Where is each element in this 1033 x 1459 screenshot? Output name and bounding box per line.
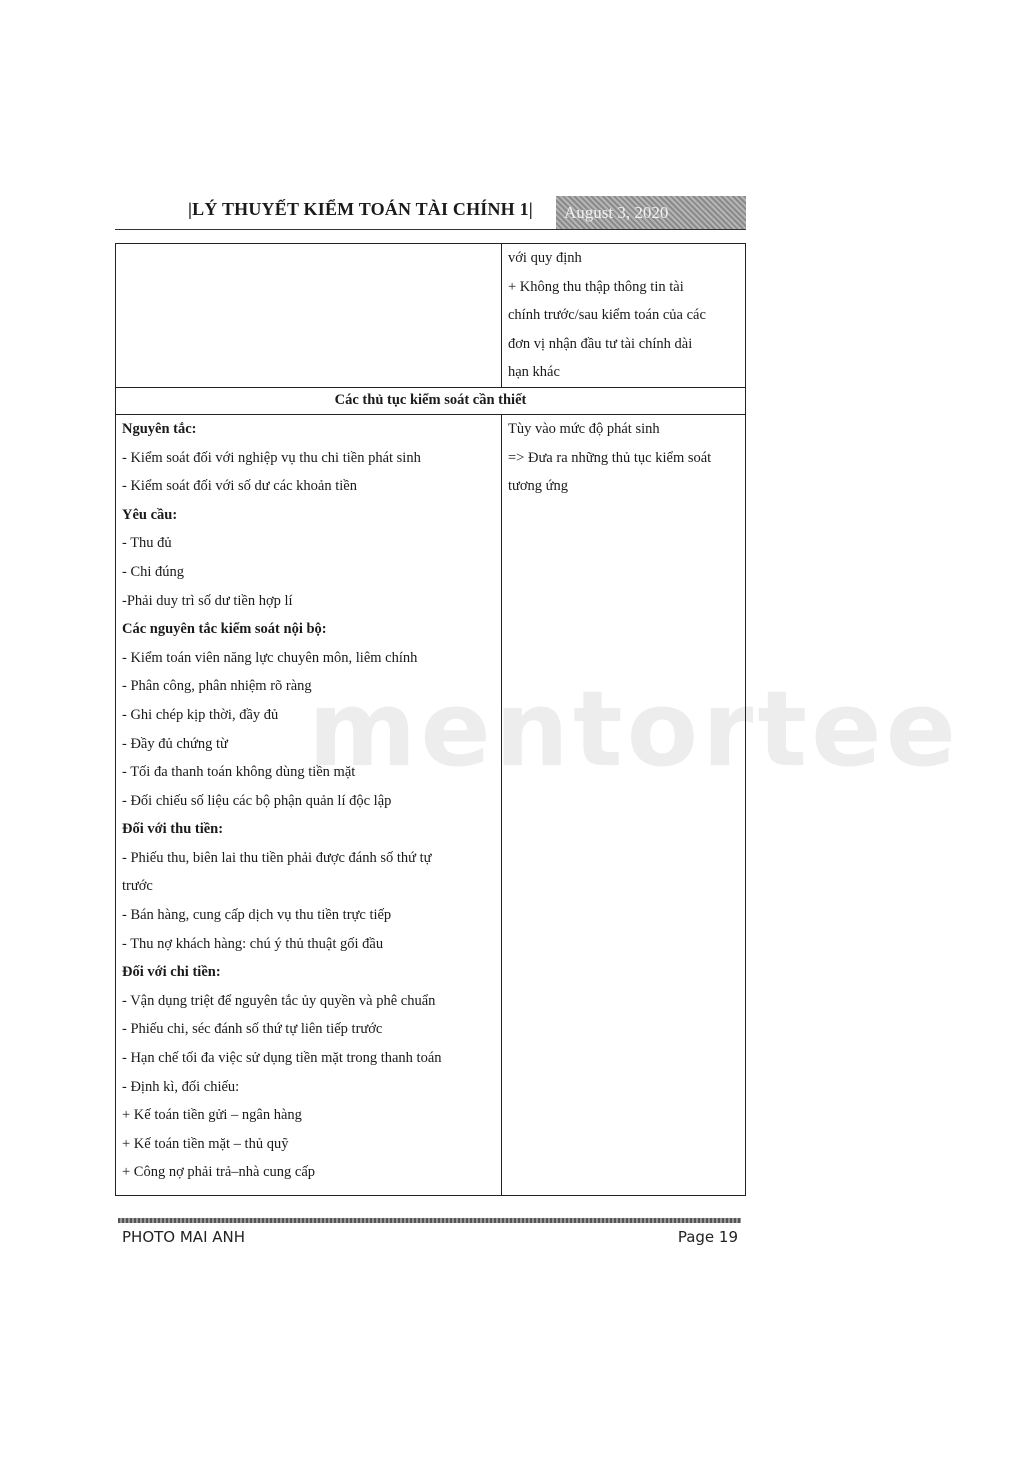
text-line: tương ứng <box>508 478 569 495</box>
text-line: - Định kì, đối chiếu: <box>122 1078 240 1095</box>
text-line: trước <box>122 878 153 895</box>
text-line: - Tối đa thanh toán không dùng tiền mặt <box>122 764 356 781</box>
text-line: - Bán hàng, cung cấp dịch vụ thu tiền trực tiếp <box>122 907 392 924</box>
content-table <box>115 243 746 1196</box>
table-cell-top-left <box>116 244 502 388</box>
text-line: hạn khác <box>508 364 560 381</box>
page-number: Page 19 <box>677 1228 738 1246</box>
text-line: - Đối chiếu số liệu các bộ phận quản lí độc lập <box>122 792 392 809</box>
text-line: + Kế toán tiền gửi – ngân hàng <box>122 1107 302 1124</box>
text-line: Yêu cầu: <box>122 506 178 523</box>
text-line: - Kiểm toán viên năng lực chuyên môn, liêm chính <box>122 649 418 666</box>
section-title: Các thủ tục kiểm soát cần thiết <box>116 387 746 414</box>
text-line: Nguyên tắc: <box>122 420 197 437</box>
text-line: - Phân công, phân nhiệm rõ ràng <box>122 678 312 695</box>
text-line: -Phải duy trì số dư tiền hợp lí <box>122 592 293 609</box>
text-line: - Đầy đủ chứng từ <box>122 735 228 752</box>
text-line: - Vận dụng triệt để nguyên tắc ủy quyền và phê chuẩn <box>122 992 436 1009</box>
header-divider <box>115 229 746 230</box>
text-line: - Ghi chép kịp thời, đầy đủ <box>122 706 279 723</box>
text-line: - Hạn chế tối đa việc sử dụng tiền mặt trong thanh toán <box>122 1050 442 1067</box>
text-line: - Thu nợ khách hàng: chú ý thủ thuật gối đầu <box>122 935 384 952</box>
table-row <box>116 387 746 414</box>
text-line: Các nguyên tắc kiểm soát nội bộ: <box>122 621 327 638</box>
text-line: + Không thu thập thông tin tài <box>508 278 684 295</box>
table-cell-top-right <box>502 244 746 388</box>
text-line: - Phiếu thu, biên lai thu tiền phải được đánh số thứ tự <box>122 849 432 866</box>
text-line: - Thu đủ <box>122 535 172 552</box>
text-line: với quy định <box>508 250 582 266</box>
text-line: + Công nợ phải trả–nhà cung cấp <box>122 1164 316 1181</box>
text-line: - Kiểm soát đối với nghiệp vụ thu chi tiền phát sinh <box>122 449 421 466</box>
text-line: - Chi đúng <box>122 563 185 580</box>
text-line: đơn vị nhận đầu tư tài chính dài <box>508 335 693 352</box>
watermark: mentortee <box>308 668 961 790</box>
text-line: - Phiếu chi, séc đánh số thứ tự liên tiếp trước <box>122 1021 383 1038</box>
header-title: |LÝ THUYẾT KIỂM TOÁN TÀI CHÍNH 1| <box>188 199 533 219</box>
footer-publisher: PHOTO MAI ANH <box>122 1228 246 1246</box>
table-cell-left <box>116 414 502 1195</box>
text-line: => Đưa ra những thủ tục kiểm soát <box>508 449 712 466</box>
text-line: Đối với thu tiền: <box>122 821 224 838</box>
header-date: August 3, 2020 <box>556 196 746 230</box>
text-line: Đối với chi tiền: <box>122 964 221 981</box>
table-row <box>116 244 746 388</box>
text-line: + Kế toán tiền mặt – thủ quỹ <box>122 1135 289 1152</box>
text-line: chính trước/sau kiểm toán của các <box>508 307 706 324</box>
text-line: - Kiểm soát đối với số dư các khoản tiền <box>122 478 357 495</box>
table-cell-right <box>502 414 746 1195</box>
footer-divider <box>118 1218 741 1223</box>
table-row <box>116 414 746 1195</box>
text-line: Tùy vào mức độ phát sinh <box>508 420 660 437</box>
